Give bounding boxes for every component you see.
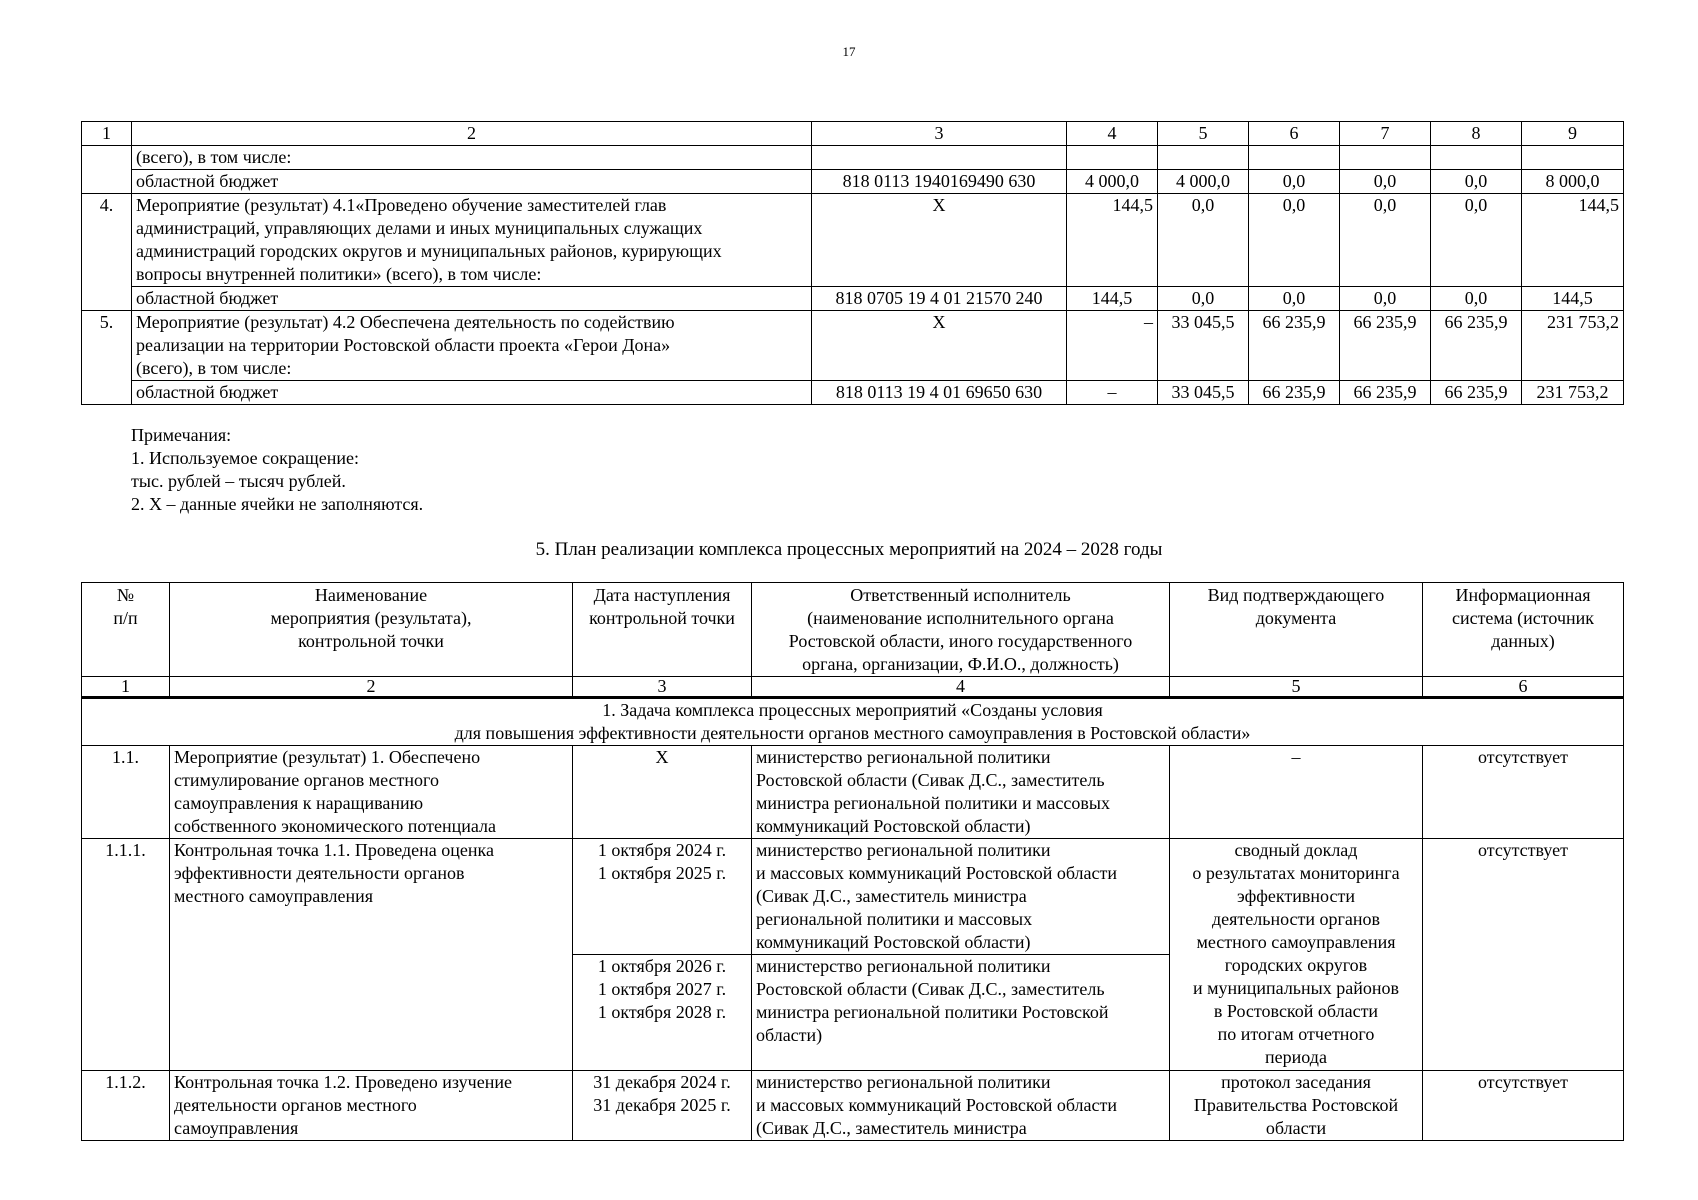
cell-line: городских округов [1224,955,1368,975]
row-number [82,287,132,311]
budget-code: X [812,311,1067,381]
cell-line: Мероприятие (результат) 4.1«Проведено обучение заместителей глав [136,195,667,215]
cell-line: Мероприятие (результат) 4.2 Обеспечена деятельность по содействию [136,312,675,332]
notes-line: 1. Используемое сокращение: [131,448,359,468]
amount-cell: – [1067,381,1158,405]
cell-line: Ответственный исполнитель [850,585,1071,605]
cell-line: министерство региональной политики [756,1072,1051,1092]
cell-line: № [116,585,135,605]
amount-cell: 66 235,9 [1431,381,1522,405]
cell-line: и муниципальных районов [1192,978,1399,998]
control-date [573,839,752,955]
notes [131,424,423,516]
amount-cell: 0,0 [1158,194,1249,287]
cell-line: система (источник [1451,608,1595,628]
notes-line: 2. X – данные ячейки не заполняются. [131,494,424,514]
cell-line: деятельности органов [1211,909,1381,929]
column-header [752,583,1170,677]
cell-line: Вид подтверждающего [1207,585,1385,605]
amount-cell: 144,5 [1067,287,1158,311]
executor [752,955,1170,1071]
column-number: 1 [82,122,132,146]
task-title [82,698,1624,746]
cell-line: местного самоуправления [1196,932,1396,952]
row-number [82,146,132,170]
cell-line: сводный доклад [1234,840,1358,860]
column-number: 2 [132,122,812,146]
column-number: 2 [170,677,573,698]
amount-cell: 0,0 [1431,170,1522,194]
cell-line: и массовых коммуникаций Ростовской области [756,1095,1118,1115]
table-row [82,311,1624,381]
plan-table [81,582,1624,1141]
amount-cell: 0,0 [1431,194,1522,287]
table-row [82,1071,1624,1141]
table-row [82,146,1624,170]
cell-line: министра региональной политики и массовых [756,793,1110,813]
cell-line: (Сивак Д.С., заместитель министра [756,886,1027,906]
task-row [82,698,1624,746]
amount-cell: 0,0 [1340,287,1431,311]
column-header [1423,583,1624,677]
cell-line: Ростовской области, иного государственного [788,631,1133,651]
cell-line: 1 октября 2024 г. [597,840,727,860]
amount-cell: 66 235,9 [1340,381,1431,405]
column-header [573,583,752,677]
column-number: 4 [1067,122,1158,146]
amount-cell: 0,0 [1249,287,1340,311]
cell-line: Ростовской области (Сивак Д.С., заместитель [756,979,1105,999]
amount-cell: 4 000,0 [1067,170,1158,194]
column-header [1170,583,1423,677]
amount-cell: 231 753,2 [1522,311,1624,381]
column-header [82,583,170,677]
cell-line: по итогам отчетного [1217,1024,1375,1044]
table-header-row [82,583,1624,677]
column-number: 6 [1423,677,1624,698]
column-number: 9 [1522,122,1624,146]
table-row [82,746,1624,839]
control-date [573,746,752,839]
amount-cell: 66 235,9 [1249,381,1340,405]
table-subrow [82,287,1624,311]
cell-line: министерство региональной политики [756,956,1051,976]
cell-line: 31 декабря 2024 г. [593,1072,731,1092]
row-title [132,194,812,287]
column-number: 3 [812,122,1067,146]
cell-line: министерство региональной политики [756,747,1051,767]
amount-cell: 4 000,0 [1158,170,1249,194]
amount-cell: 0,0 [1249,170,1340,194]
row-number: 1.1.1. [82,839,170,1071]
amount-cell: 231 753,2 [1522,381,1624,405]
cell-line: и массовых коммуникаций Ростовской области [756,863,1118,883]
event-name [170,746,573,839]
row-number: 1.1. [82,746,170,839]
cell-line: – [1291,747,1301,767]
amount-cell: 0,0 [1158,287,1249,311]
cell-line: (Сивак Д.С., заместитель министра [756,1118,1027,1138]
cell-line: области) [756,1025,823,1045]
cell-line: Контрольная точка 1.2. Проведено изучение [174,1072,512,1092]
cell-line: данных) [1491,631,1555,651]
cell-line: Дата наступления [593,585,731,605]
budget-code: 818 0113 19 4 01 69650 630 [812,381,1067,405]
amount-cell: 144,5 [1522,287,1624,311]
cell-line: (всего), в том числе: [136,358,292,378]
amount-cell: 33 045,5 [1158,311,1249,381]
cell-line: 1 октября 2026 г. [597,956,727,976]
document-type [1170,1071,1423,1141]
cell-line: периода [1265,1047,1327,1067]
amount-cell [1340,146,1431,170]
column-number: 8 [1431,122,1522,146]
cell-line: о результатах мониторинга [1192,863,1400,883]
cell-line: коммуникаций Ростовской области) [756,816,1031,836]
cell-line: министра региональной политики Ростовской [756,1002,1109,1022]
cell-line: местного самоуправления [174,886,374,906]
amount-cell: 144,5 [1067,194,1158,287]
cell-line: коммуникаций Ростовской области) [756,932,1031,952]
cell-line: X [655,747,669,767]
budget-code: X [812,194,1067,287]
cell-line: контрольной точки [589,608,735,628]
row-number: 5. [82,311,132,381]
cell-line: (наименование исполнительного органа [807,608,1114,628]
table-row [82,839,1624,955]
cell-line: эффективности [1237,886,1355,906]
notes-line: тыс. рублей – тысяч рублей. [131,471,346,491]
cell-line: для повышения эффективности деятельности органов местного самоуправления в Ростовской области» [454,723,1251,743]
table-subrow [82,381,1624,405]
amount-cell: 66 235,9 [1249,311,1340,381]
page-number: 17 [842,44,856,59]
row-title [132,146,812,170]
budget-source: областной бюджет [132,287,812,311]
cell-line: 1. Задача комплекса процессных мероприятий «Созданы условия [602,700,1103,720]
budget-source: областной бюджет [132,170,812,194]
row-number [82,381,132,405]
row-number: 1.1.2. [82,1071,170,1141]
column-number: 1 [82,677,170,698]
row-number [82,170,132,194]
info-system: отсутствует [1423,1071,1624,1141]
executor [752,1071,1170,1141]
cell-line: собственного экономического потенциала [174,816,496,836]
control-date [573,955,752,1071]
cell-line: 1 октября 2028 г. [597,1002,727,1022]
budget-code [812,146,1067,170]
table-subrow [82,170,1624,194]
event-name [170,839,573,1071]
cell-line: эффективности деятельности органов [174,863,465,883]
cell-line: протокол заседания [1221,1072,1371,1092]
amount-cell [1431,146,1522,170]
cell-line: Контрольная точка 1.1. Проведена оценка [174,840,494,860]
column-number: 6 [1249,122,1340,146]
cell-line: Информационная [1455,585,1591,605]
amount-cell: 0,0 [1340,194,1431,287]
column-header [170,583,573,677]
cell-line: самоуправления к наращиванию [174,793,424,813]
info-system: отсутствует [1423,746,1624,839]
section-title: 5. План реализации комплекса процессных мероприятий на 2024 – 2028 годы [535,539,1163,560]
column-number: 7 [1340,122,1431,146]
amount-cell: 66 235,9 [1431,311,1522,381]
amount-cell: 0,0 [1249,194,1340,287]
info-system: отсутствует [1423,839,1624,1071]
column-number: 5 [1158,122,1249,146]
event-name [170,1071,573,1141]
column-number: 3 [573,677,752,698]
cell-line: 1 октября 2025 г. [597,863,727,883]
cell-line: администраций городских округов и муниципальных районов, курирующих [136,241,722,261]
cell-line: (всего), в том числе: [136,147,292,167]
cell-line: Мероприятие (результат) 1. Обеспечено [174,747,481,767]
amount-cell [1067,146,1158,170]
executor [752,746,1170,839]
cell-line: п/п [113,608,138,628]
cell-line: документа [1255,608,1337,628]
table-row [82,194,1624,287]
row-number: 4. [82,194,132,287]
row-title [132,311,812,381]
amount-cell [1522,146,1624,170]
cell-line: 31 декабря 2025 г. [593,1095,731,1115]
financing-table [81,121,1624,405]
cell-line: Ростовской области (Сивак Д.С., заместитель [756,770,1105,790]
cell-line: региональной политики и массовых [756,909,1033,929]
budget-source: областной бюджет [132,381,812,405]
budget-code: 818 0113 1940169490 630 [812,170,1067,194]
cell-line: самоуправления [174,1118,299,1138]
cell-line: органа, организации, Ф.И.О., должность) [802,654,1119,674]
cell-line: Правительства Ростовской [1193,1095,1399,1115]
notes-heading: Примечания: [131,425,232,445]
budget-code: 818 0705 19 4 01 21570 240 [812,287,1067,311]
control-date [573,1071,752,1141]
column-numbers-row [82,677,1624,698]
amount-cell: 0,0 [1431,287,1522,311]
cell-line: 1 октября 2027 г. [597,979,727,999]
table-header-row [82,122,1624,146]
amount-cell: – [1067,311,1158,381]
amount-cell [1249,146,1340,170]
executor [752,839,1170,955]
cell-line: администраций, управляющих делами и иных муниципальных служащих [136,218,703,238]
amount-cell [1158,146,1249,170]
amount-cell: 66 235,9 [1340,311,1431,381]
cell-line: вопросы внутренней политики» (всего), в том числе: [136,264,542,284]
cell-line: в Ростовской области [1213,1001,1379,1021]
cell-line: реализации на территории Ростовской области проекта «Герои Дона» [136,335,671,355]
amount-cell: 33 045,5 [1158,381,1249,405]
amount-cell: 144,5 [1522,194,1624,287]
cell-line: мероприятия (результата), [270,608,472,628]
cell-line: области [1265,1118,1327,1138]
document-type [1170,746,1423,839]
cell-line: Наименование [314,585,428,605]
amount-cell: 0,0 [1340,170,1431,194]
cell-line: деятельности органов местного [174,1095,417,1115]
cell-line: контрольной точки [298,631,444,651]
cell-line: стимулирование органов местного [174,770,439,790]
document-type [1170,839,1423,1071]
column-number: 4 [752,677,1170,698]
column-number: 5 [1170,677,1423,698]
cell-line: министерство региональной политики [756,840,1051,860]
amount-cell: 8 000,0 [1522,170,1624,194]
